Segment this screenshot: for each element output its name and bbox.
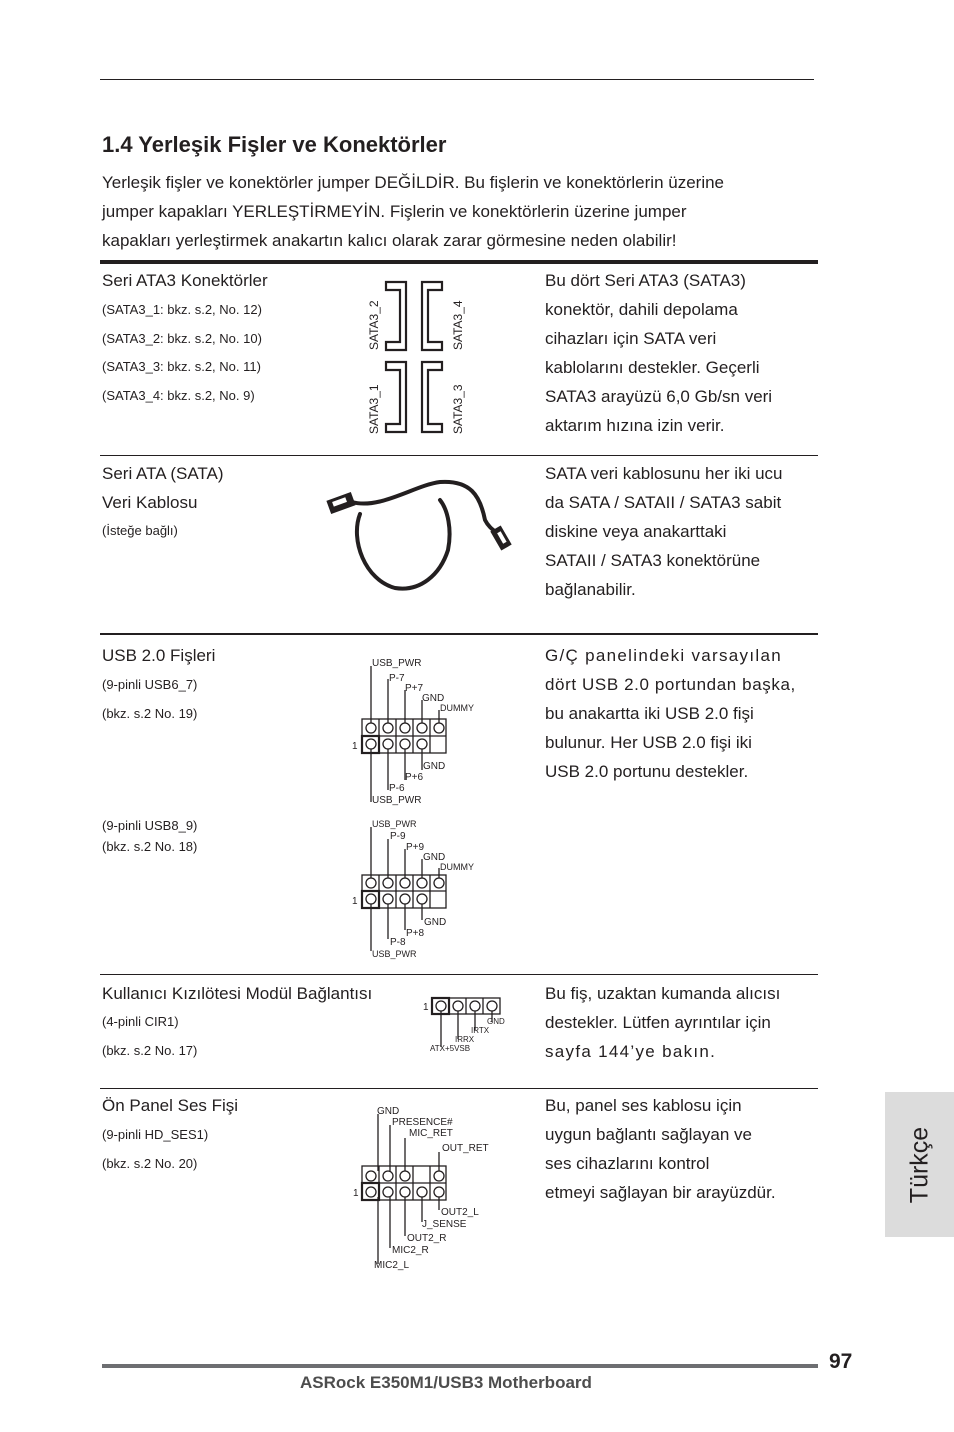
pin-label: P+8 — [406, 928, 425, 939]
pin-label: USB_PWR — [372, 949, 417, 959]
pin-label: IRRX — [455, 1035, 475, 1044]
desc-line: Bu fiş, uzaktan kumanda alıcısı — [545, 984, 781, 1003]
audio-title: Ön Panel Ses Fişi — [102, 1096, 239, 1115]
footer-title: ASRock E350M1/USB3 Motherboard — [300, 1373, 592, 1392]
language-tab-label: Türkçe — [905, 1126, 933, 1203]
sata3-connectors-diagram — [360, 280, 480, 440]
pin-label: GND — [423, 852, 446, 863]
thick-divider — [100, 260, 818, 264]
pin-label: USB_PWR — [372, 795, 422, 806]
pin-label: GND — [423, 761, 446, 772]
sata3-title: Seri ATA3 Konektörler — [102, 271, 268, 290]
usb-header-diagram-b — [350, 815, 500, 961]
desc-line: bulunur. Her USB 2.0 fişi iki — [545, 733, 752, 752]
usb-note: (9-pinli USB6_7) — [102, 677, 198, 692]
sata-cable-title: Seri ATA (SATA) — [102, 464, 224, 483]
sata-cable-description — [545, 459, 783, 604]
desc-line: aktarım hızına izin verir. — [545, 416, 725, 435]
pin-label: GND — [422, 693, 445, 704]
port-label: SATA3_2 — [367, 300, 381, 350]
desc-line: Bu dört Seri ATA3 (SATA3) — [545, 271, 746, 290]
sata3-note: (SATA3_1: bkz. s.2, No. 12) — [102, 302, 262, 317]
pin-label: GND — [377, 1106, 400, 1117]
pin-label: USB_PWR — [372, 658, 422, 669]
pin-label: ATX+5VSB — [430, 1044, 471, 1053]
desc-line: uygun bağlantı sağlayan ve — [545, 1125, 752, 1144]
audio-header-diagram — [350, 1100, 510, 1272]
audio-note: (bkz. s.2 No. 20) — [102, 1156, 198, 1171]
intro-line: jumper kapakları YERLEŞTİRMEYİN. Fişlerin ve konektörlerin üzerine jumper — [102, 202, 687, 221]
desc-line: destekler. Lütfen ayrıntılar için — [545, 1013, 771, 1032]
desc-line: sayfa 144’ye bakın. — [545, 1042, 717, 1061]
intro-line: kapakları yerleştirmek anakartın kalıcı olarak zarar görmesine neden olabilir! — [102, 231, 677, 250]
port-label: SATA3_3 — [451, 384, 465, 434]
desc-line: ses cihazlarını kontrol — [545, 1154, 710, 1173]
port-label: SATA3_1 — [367, 384, 381, 434]
language-tab — [885, 1092, 954, 1237]
divider — [100, 633, 818, 635]
pin-label: MIC_RET — [409, 1128, 453, 1139]
top-rule — [100, 79, 814, 80]
pin1-label: 1 — [352, 741, 358, 752]
audio-note: (9-pinli HD_SES1) — [102, 1127, 209, 1142]
intro-paragraph — [102, 168, 822, 255]
usb-description — [545, 641, 796, 786]
audio-description — [545, 1091, 776, 1207]
pin-label: P+9 — [406, 842, 425, 853]
usb-header-diagram-a — [350, 652, 500, 808]
pin-label: IRTX — [471, 1026, 490, 1035]
divider — [100, 974, 818, 975]
page-number: 97 — [829, 1350, 853, 1373]
sata3-note: (SATA3_4: bkz. s.2, No. 9) — [102, 388, 255, 403]
desc-line: bu anakartta iki USB 2.0 fişi — [545, 704, 754, 723]
desc-line: SATAII / SATA3 konektörüne — [545, 551, 761, 570]
cir-title: Kullanıcı Kızılötesi Modül Bağlantısı — [102, 984, 373, 1003]
pin1-label: 1 — [352, 896, 358, 907]
sata3-description — [545, 266, 772, 440]
pin-label: USB_PWR — [372, 819, 417, 829]
cir-header-diagram — [420, 992, 530, 1054]
pin1-label: 1 — [423, 1002, 429, 1013]
usb-title: USB 2.0 Fişleri — [102, 646, 216, 665]
divider — [100, 455, 818, 456]
desc-line: kablolarını destekler. Geçerli — [545, 358, 760, 377]
desc-line: dört USB 2.0 portundan başka, — [545, 675, 796, 694]
footer-rule — [102, 1364, 818, 1368]
pin-label: OUT2_L — [441, 1207, 479, 1218]
pin-label: PRESENCE# — [392, 1117, 453, 1128]
sata-cable-note: (İsteğe bağlı) — [102, 523, 178, 538]
pin-label: DUMMY — [440, 862, 474, 872]
desc-line: bağlanabilir. — [545, 580, 636, 599]
usb-note: (bkz. s.2 No. 19) — [102, 706, 198, 721]
divider — [100, 1088, 818, 1089]
pin-label: P-8 — [390, 937, 406, 948]
desc-line: G/Ç panelindeki varsayılan — [545, 646, 782, 665]
desc-line: USB 2.0 portunu destekler. — [545, 762, 749, 781]
pin-label: DUMMY — [440, 703, 474, 713]
sata-cable-image — [320, 470, 520, 620]
usb-note: (bkz. s.2 No. 18) — [102, 839, 198, 854]
pin-label: MIC2_L — [374, 1260, 410, 1271]
pin-label: J_SENSE — [422, 1219, 467, 1230]
desc-line: Bu, panel ses kablosu için — [545, 1096, 742, 1115]
sata3-note: (SATA3_3: bkz. s.2, No. 11) — [102, 359, 261, 374]
pin-label: GND — [487, 1017, 505, 1026]
pin1-label: 1 — [353, 1188, 359, 1199]
desc-line: diskine veya anakarttaki — [545, 522, 727, 541]
desc-line: SATA3 arayüzü 6,0 Gb/sn veri — [545, 387, 773, 406]
sata3-note: (SATA3_2: bkz. s.2, No. 10) — [102, 331, 262, 346]
cir-note: (4-pinli CIR1) — [102, 1014, 179, 1029]
pin-label: P-9 — [390, 831, 406, 842]
cir-note: (bkz. s.2 No. 17) — [102, 1043, 198, 1058]
desc-line: etmeyi sağlayan bir arayüzdür. — [545, 1183, 776, 1202]
usb-note: (9-pinli USB8_9) — [102, 818, 198, 833]
pin-label: P+6 — [405, 772, 424, 783]
desc-line: konektör, dahili depolama — [545, 300, 738, 319]
intro-line: Yerleşik fişler ve konektörler jumper DEĞİLDİR. Bu fişlerin ve konektörlerin üzerine — [102, 173, 725, 192]
sata-cable-title: Veri Kablosu — [102, 493, 198, 512]
pin-label: P+7 — [405, 683, 424, 694]
pin-label: MIC2_R — [392, 1245, 429, 1256]
pin-label: GND — [424, 917, 447, 928]
pin-label: OUT_RET — [442, 1143, 489, 1154]
pin-label: P-6 — [389, 783, 405, 794]
cir-description — [545, 979, 780, 1066]
desc-line: cihazları için SATA veri — [545, 329, 717, 348]
desc-line: da SATA / SATAII / SATA3 sabit — [545, 493, 782, 512]
desc-line: SATA veri kablosunu her iki ucu — [545, 464, 783, 483]
pin-label: OUT2_R — [407, 1233, 447, 1244]
port-label: SATA3_4 — [451, 300, 465, 350]
pin-label: P-7 — [389, 673, 405, 684]
section-heading: 1.4 Yerleşik Fişler ve Konektörler — [102, 132, 447, 157]
